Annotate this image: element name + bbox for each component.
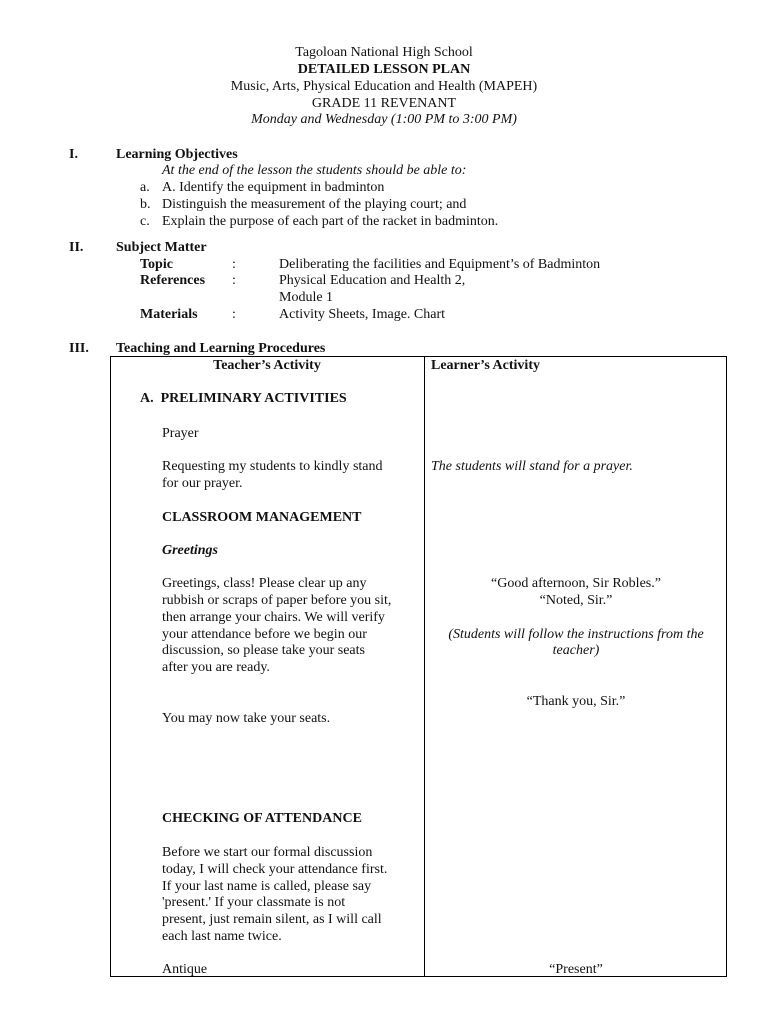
greeting-response: “Good afternoon, Sir Robles.” [491, 576, 661, 591]
prayer-label: Prayer [162, 426, 199, 441]
objective-marker: b. [140, 197, 151, 212]
references-value-line2: Module 1 [279, 290, 334, 305]
materials-label: Materials [140, 307, 198, 322]
prayer-response: The students will stand for a prayer. [431, 459, 633, 474]
greetings-text-line: rubbish or scraps of paper before you sit, [162, 593, 392, 608]
greetings-heading: Greetings [162, 543, 218, 558]
attendance-text-line: Before we start our formal discussion [162, 845, 373, 860]
prayer-request-line: Requesting my students to kindly stand [162, 459, 383, 474]
references-label: References [140, 273, 206, 288]
classroom-management-heading: CLASSROOM MANAGEMENT [162, 510, 362, 525]
attendance-text-line: today, I will check your attendance first. [162, 862, 388, 877]
objective-marker: c. [140, 214, 150, 229]
objective-item: Explain the purpose of each part of the racket in badminton. [162, 214, 499, 229]
section-numeral-3: III. [69, 341, 89, 356]
section-numeral-1: I. [69, 147, 78, 162]
learner-activity-header: Learner’s Activity [431, 358, 540, 373]
objective-item: Distinguish the measurement of the playing court; and [162, 197, 467, 212]
thank-you-response: “Thank you, Sir.” [526, 694, 626, 709]
table-column-divider [424, 356, 425, 977]
colon: : [232, 257, 236, 272]
prayer-request-line: for our prayer. [162, 476, 243, 491]
greetings-text-line: after you are ready. [162, 660, 270, 675]
procedures-heading: Teaching and Learning Procedures [116, 341, 326, 356]
attendance-text-line: present, just remain silent, as I will call [162, 912, 382, 927]
take-seats-text: You may now take your seats. [162, 711, 331, 726]
references-value: Physical Education and Health 2, [279, 273, 466, 288]
topic-label: Topic [140, 257, 173, 272]
checking-attendance-heading: CHECKING OF ATTENDANCE [162, 811, 362, 826]
noted-response: “Noted, Sir.” [539, 593, 613, 608]
objectives-intro: At the end of the lesson the students should be able to: [162, 163, 467, 178]
greetings-text-line: then arrange your chairs. We will verify [162, 610, 385, 625]
teacher-activity-header: Teacher’s Activity [213, 358, 321, 373]
greetings-text-line: discussion, so please take your seats [162, 643, 365, 658]
preliminary-activities-heading: A. PRELIMINARY ACTIVITIES [140, 391, 347, 406]
colon: : [232, 273, 236, 288]
subject-matter-heading: Subject Matter [116, 240, 207, 255]
section-numeral-2: II. [69, 240, 84, 255]
attendance-text-line: If your last name is called, please say [162, 879, 372, 894]
instruction-response-line: (Students will follow the instructions from the [448, 627, 704, 642]
subject-title: Music, Arts, Physical Education and Health (MAPEH) [230, 79, 538, 94]
present-response: “Present” [549, 962, 603, 977]
materials-value: Activity Sheets, Image. Chart [279, 307, 446, 322]
attendance-text-line: 'present.' If your classmate is not [162, 895, 346, 910]
attendance-text-line: each last name twice. [162, 929, 282, 944]
school-name: Tagoloan National High School [295, 45, 473, 60]
called-name: Antique [162, 962, 208, 977]
objectives-heading: Learning Objectives [116, 147, 238, 162]
colon: : [232, 307, 236, 322]
objective-item: A. Identify the equipment in badminton [162, 180, 385, 195]
schedule: Monday and Wednesday (1:00 PM to 3:00 PM) [251, 112, 517, 127]
objective-marker: a. [140, 180, 150, 195]
greetings-text-line: Greetings, class! Please clear up any [162, 576, 367, 591]
greetings-text-line: your attendance before we begin our [162, 627, 367, 642]
instruction-response-line: teacher) [552, 643, 600, 658]
topic-value: Deliberating the facilities and Equipment’s of Badminton [279, 257, 601, 272]
grade-section: GRADE 11 REVENANT [311, 96, 457, 111]
document-title: DETAILED LESSON PLAN [297, 62, 471, 77]
